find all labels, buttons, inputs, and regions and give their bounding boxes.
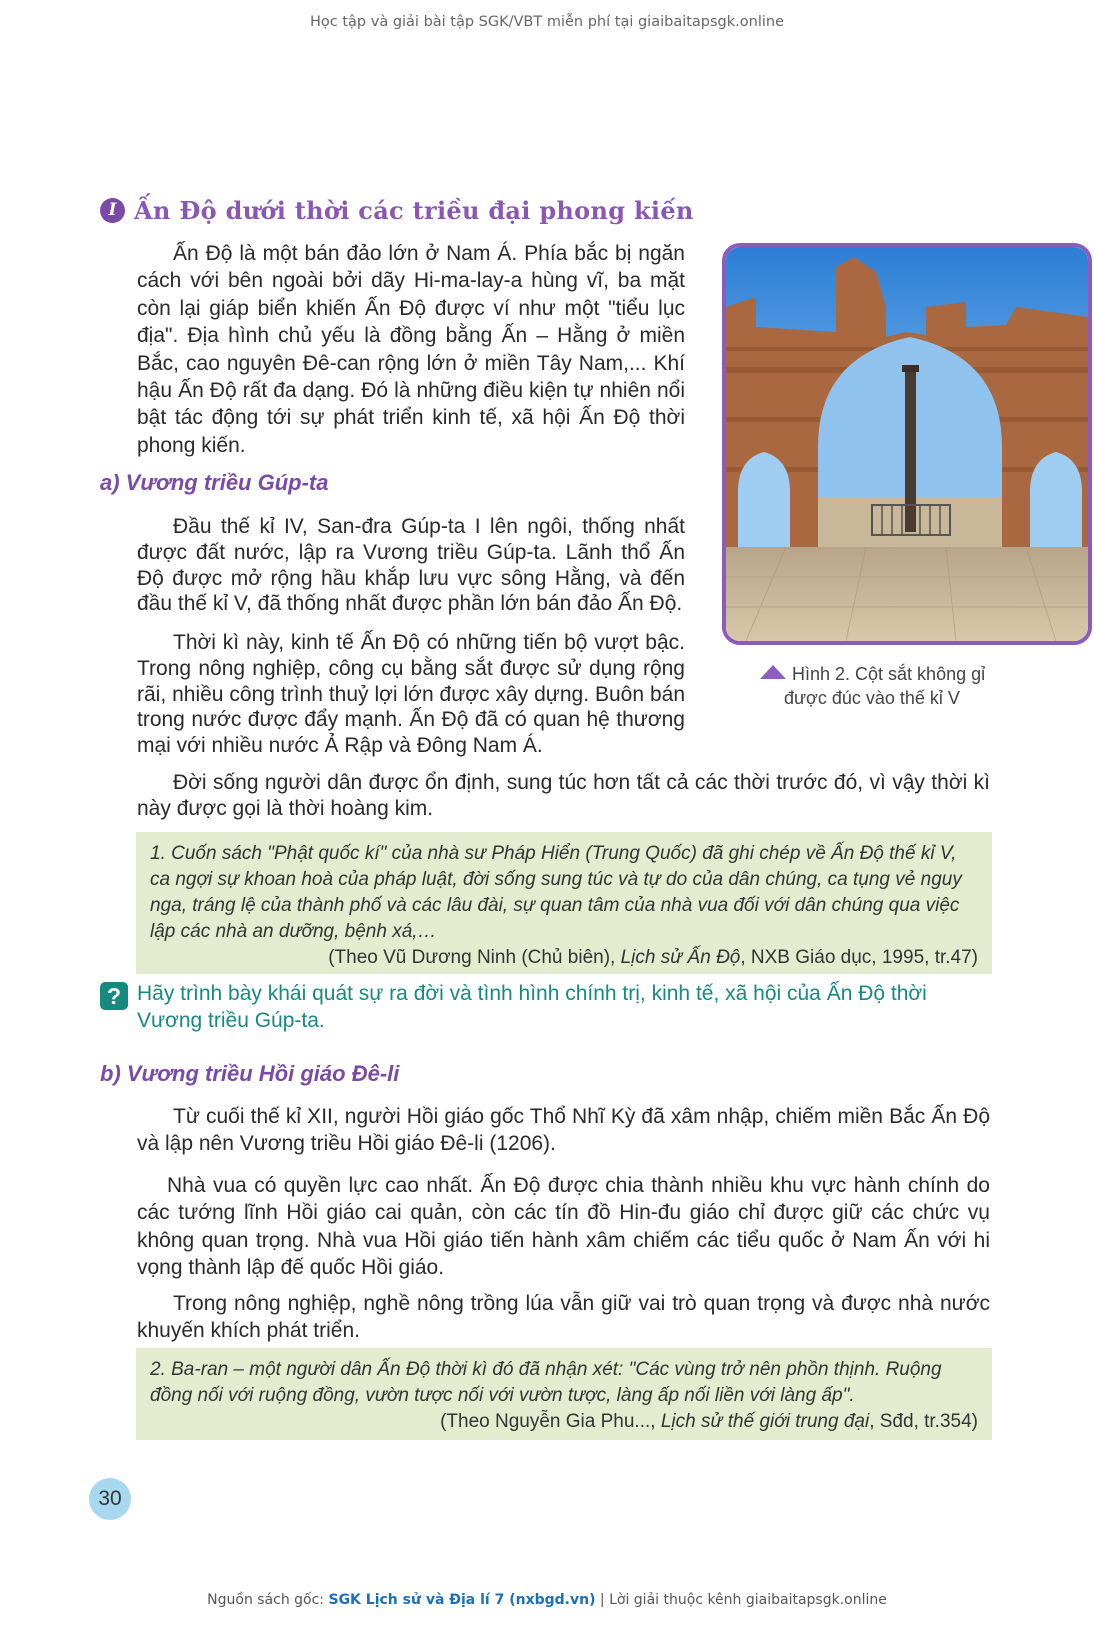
- gupta-heading: a) Vương triều Gúp-ta: [100, 470, 329, 495]
- quote-1-source: (Theo Vũ Dương Ninh (Chủ biên), Lịch sử Ấn Độ, NXB Giáo dục, 1995, tr.47): [328, 947, 978, 968]
- question-mark-icon: ?: [100, 982, 128, 1010]
- caption-triangle-icon: [760, 665, 786, 679]
- section-heading: [100, 190, 694, 230]
- source-book-link[interactable]: SGK Lịch sử và Địa lí 7 (nxbgd.vn): [328, 1592, 596, 1608]
- delhi-heading: b) Vương triều Hồi giáo Đê-li: [100, 1061, 400, 1086]
- question-text: Hãy trình bày khái quát sự ra đời và tình hình chính trị, kinh tế, xã hội của Ấn Độ thời Vương triều Gúp-ta.: [137, 982, 927, 1032]
- gupta-paragraph-2: Thời kì này, kinh tế Ấn Độ có những tiến bộ vượt bậc. Trong nông nghiệp, công cụ bằng sắt được sử dụng rộng rãi, nhiều công trình thuỷ lợi lớn được xây dựng. Buôn bán trong nước được đẩy mạnh. Ấn Độ đã có quan hệ thương mại với nhiều nước Ả Rập và Đông Nam Á.: [137, 631, 685, 758]
- gupta-paragraph-1: Đầu thế kỉ IV, San-đra Gúp-ta I lên ngôi, thống nhất được đất nước, lập ra Vương triều Gúp-ta. Lãnh thổ Ấn Độ được mở rộng hầu khắp lưu vực sông Hằng, và đến đầu thế kỉ V, đã thống nhất được phần lớn bán đảo Ấn Độ.: [137, 515, 685, 616]
- page-number: 30: [89, 1478, 131, 1520]
- quote-box-2: [136, 1348, 992, 1440]
- delhi-paragraph-1: Từ cuối thế kỉ XII, người Hồi giáo gốc Thổ Nhĩ Kỳ đã xâm nhập, chiếm miền Bắc Ấn Độ và lập nên Vương triều Hồi giáo Đê-li (1206).: [137, 1105, 990, 1156]
- iron-pillar-illustration: [726, 247, 1088, 641]
- qutub-iron-pillar-photo: [722, 243, 1092, 645]
- intro-paragraph: Ấn Độ là một bán đảo lớn ở Nam Á. Phía bắc bị ngăn cách với bên ngoài bởi dãy Hi-ma-lay-a hùng vĩ, ba mặt còn lại giáp biển khiến Ấn Độ được ví như một "tiểu lục địa". Địa hình chủ yếu là đồng bằng Ấn – Hằng ở miền Bắc, cao nguyên Đê-can rộng lớn ở miền Tây Nam,... Khí hậu Ấn Độ rất đa dạng. Đó là những điều kiện tự nhiên nổi bật tác động tới sự phát triển kinh tế, xã hội Ấn Độ thời phong kiến.: [137, 242, 685, 457]
- gupta-paragraph-3: Đời sống người dân được ổn định, sung túc hơn tất cả các thời trước đó, vì vậy thời kì này được gọi là thời hoàng kim.: [137, 771, 990, 820]
- figure-caption: Hình 2. Cột sắt không gỉ được đúc vào thế kỉ V: [760, 662, 1060, 710]
- section-title: Ấn Độ dưới thời các triều đại phong kiến: [134, 195, 694, 225]
- quote-box-1: [136, 832, 992, 974]
- delhi-paragraph-2: Nhà vua có quyền lực cao nhất. Ấn Độ được chia thành nhiều khu vực hành chính do các tướng lĩnh Hồi giáo cai quản, còn các tín đồ Hin-đu giáo chỉ được giữ các chức vụ không quan trọng. Nhà vua Hồi giáo tiến hành xâm chiếm các tiểu quốc ở Nam Ấn với hi vọng thành lập đế quốc Hồi giáo.: [137, 1174, 990, 1280]
- section-number-badge: I: [100, 198, 125, 223]
- footer-note: Nguồn sách gốc: SGK Lịch sử và Địa lí 7 (nxbgd.vn) | Lời giải thuộc kênh giaibaitapsgk.online: [207, 1592, 887, 1608]
- top-watermark-note: Học tập và giải bài tập SGK/VBT miễn phí tại giaibaitapsgk.online: [310, 14, 784, 30]
- quote-2-source: (Theo Nguyễn Gia Phu..., Lịch sử thế giới trung đại, Sđd, tr.354): [440, 1411, 978, 1432]
- delhi-paragraph-3: Trong nông nghiệp, nghề nông trồng lúa vẫn giữ vai trò quan trọng và được nhà nước khuyến khích phát triển.: [137, 1292, 990, 1343]
- review-question: [100, 980, 990, 1034]
- quote-1-text: 1. Cuốn sách "Phật quốc kí" của nhà sư Pháp Hiển (Trung Quốc) đã ghi chép về Ấn Độ thế kỉ V, ca ngợi sự khoan hoà của pháp luật, đời sống sung túc và tự do của dân chúng, ca tụng vẻ nguy nga, tráng lệ của thành phố và các lâu đài, sự quan tâm của nhà vua đối với dân chúng qua việc lập các nhà an dưỡng, bệnh xá,…: [150, 843, 962, 942]
- quote-2-text: 2. Ba-ran – một người dân Ấn Độ thời kì đó đã nhận xét: "Các vùng trở nên phồn thịnh. Ruộng đồng nối với ruộng đồng, vườn tược nối với vườn tược, làng ấp nối liền với làng ấp".: [150, 1359, 942, 1406]
